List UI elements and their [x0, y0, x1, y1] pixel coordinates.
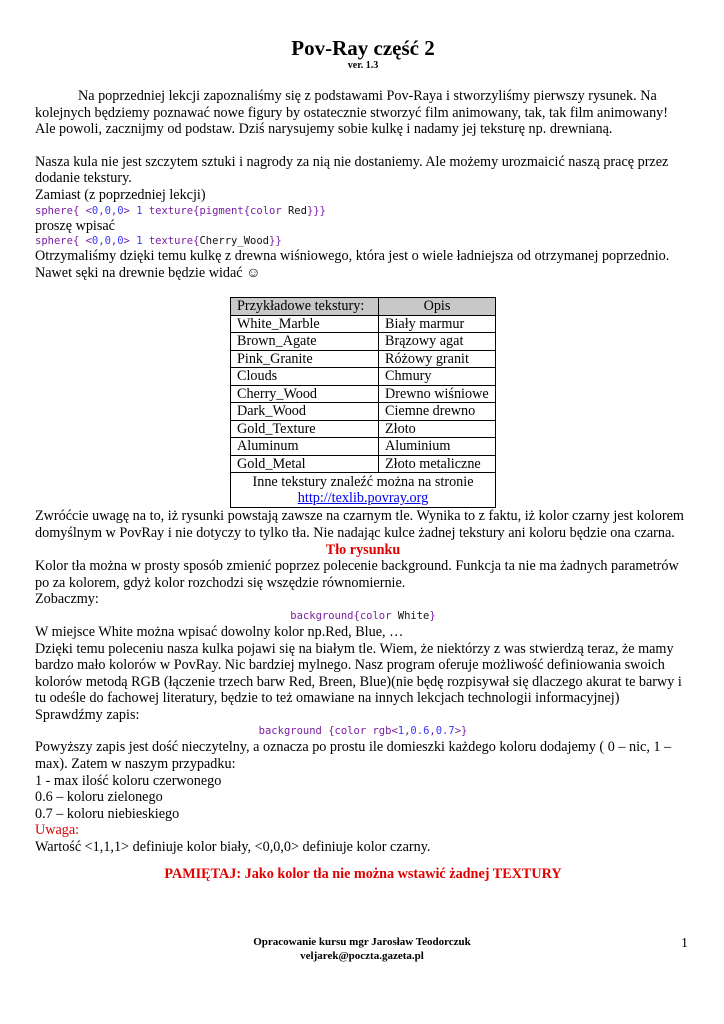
page-number: 1 — [681, 936, 688, 951]
table-row — [231, 315, 496, 333]
note-label: Uwaga: — [35, 822, 80, 839]
table-cell: Biały marmur — [379, 315, 496, 333]
code-background-rgb: background {color rgb<1,0.6,0.7>} — [258, 725, 468, 738]
see-label: Zobaczmy: — [35, 591, 99, 608]
table-row — [231, 385, 496, 403]
table-cell: Gold_Metal — [231, 455, 379, 473]
paragraph-white: W miejsce White można wpisać dowolny kolor np.Red, Blue, … — [35, 623, 404, 640]
version-label: ver. 1.3 — [347, 60, 379, 71]
code-background-white: background{color White} — [290, 609, 436, 622]
paragraph-rgb: Dzięki temu poleceniu nasza kulka pojawi się na białym tle. Wiem, że niektórzy z was stwierdzą teraz, że mamy bardzo mało kolorów w PovRay. Nic bardziej mylnego. Nasz program oferuje możliwość definiowania swoich kolorów metodą RGB (łączenie trzech barw Red, Breen, Blue)(nie będę rozpisywał się dlaczego akurat te barwy i tu odeśle do fachowej literatury, będzie to też omawiane na innych lekcjach technologii informacyjnej) — [35, 640, 682, 707]
paragraph-result: Otrzymaliśmy dzięki temu kulkę z drewna wiśniowego, która jest o wiele ładniejsza od otrzymanej poprzednio. Nawet sęki na drewnie będzie widać ☺ — [35, 248, 670, 281]
table-row — [231, 455, 496, 473]
check-label: Sprawdźmy zapis: — [35, 706, 140, 723]
texlib-link[interactable]: http://texlib.povray.org — [297, 490, 429, 507]
table-row — [231, 438, 496, 456]
list-item: 0.6 – koloru zielonego — [35, 789, 163, 806]
warning-text: PAMIĘTAJ: Jako kolor tła nie można wstawić żadnej TEXTURY — [164, 865, 562, 882]
table-cell: Clouds — [231, 368, 379, 386]
table-cell: Brown_Agate — [231, 333, 379, 351]
section-heading: Tło rysunku — [325, 541, 401, 558]
table-footer-row — [231, 473, 496, 508]
table-cell: Aluminum — [231, 438, 379, 456]
table-row — [231, 420, 496, 438]
code-sphere-cherry: sphere{ <0,0,0> 1 texture{Cherry_Wood}} — [35, 235, 282, 248]
instead-label: Zamiast (z poprzedniej lekcji) — [35, 186, 206, 203]
table-cell: Złoto — [379, 420, 496, 438]
table-cell: Pink_Granite — [231, 350, 379, 368]
document-page — [35, 0, 691, 882]
table-footer-text: Inne tekstury znaleźć można na stronie — [252, 473, 474, 490]
table-cell: Chmury — [379, 368, 496, 386]
paragraph-background: Kolor tła można w prosty sposób zmienić poprzez polecenie background. Funkcja ta nie ma żadnych parametrów po za kolorem, gdyż kolor rozchodzi się wszędzie równomiernie. — [35, 558, 679, 591]
table-cell: Złoto metaliczne — [379, 455, 496, 473]
footer — [0, 935, 724, 963]
paragraph-texture: Nasza kula nie jest szczytem sztuki i nagrody za nią nie dostaniemy. Ale możemy urozmaicić naszą pracę przez dodanie tekstury. — [35, 153, 669, 187]
table-row — [231, 350, 496, 368]
table-header-description: Opis — [379, 298, 496, 316]
page-title: Pov-Ray część 2 — [291, 36, 435, 60]
table-cell: Dark_Wood — [231, 403, 379, 421]
please-label: proszę wpisać — [35, 217, 115, 234]
table-cell: Aluminium — [379, 438, 496, 456]
table-cell: Brązowy agat — [379, 333, 496, 351]
table-row — [231, 333, 496, 351]
table-cell: Ciemne drewno — [379, 403, 496, 421]
list-item: 0.7 – koloru niebieskiego — [35, 805, 180, 822]
texture-table — [230, 297, 496, 508]
table-cell: Gold_Texture — [231, 420, 379, 438]
intro-paragraph: Na poprzedniej lekcji zapoznaliśmy się z podstawami Pov-Raya i stworzyliśmy pierwszy rysunek. Na kolejnych będziemy poznawać nowe figury by ostatecznie stworzyć film animowany, tak, tak film animowany! Ale powoli, zacznijmy od podstaw. Dziś narysujemy sobie kulkę i nadamy jej teksturę np. drewnianą. — [35, 88, 668, 138]
footer-email: veljarek@poczta.gazeta.pl — [300, 950, 424, 962]
table-cell: Cherry_Wood — [231, 385, 379, 403]
table-cell: Drewno wiśniowe — [379, 385, 496, 403]
table-header-row — [231, 298, 496, 316]
table-cell: Różowy granit — [379, 350, 496, 368]
footer-author: Opracowanie kursu mgr Jarosław Teodorczuk — [253, 936, 471, 948]
note-text: Wartość <1,1,1> definiuje kolor biały, <0,0,0> definiuje kolor czarny. — [35, 839, 431, 856]
table-header-textures: Przykładowe tekstury: — [231, 298, 379, 316]
table-footer — [231, 473, 496, 508]
table-row — [231, 368, 496, 386]
paragraph-explanation: Powyższy zapis jest dość nieczytelny, a oznacza po prostu ile domieszki każdego koloru dodajemy ( 0 – nic, 1 – max). Zatem w naszym przypadku: — [35, 739, 672, 773]
table-row — [231, 403, 496, 421]
paragraph-black-background: Zwróćcie uwagę na to, iż rysunki powstają zawsze na czarnym tle. Wynika to z faktu, iż kolor czarny jest kolorem domyślnym w PovRay i nie dotyczy to tylko tła. Nie nadając kulce żadnej tekstury ani koloru będzie ona czarna. — [35, 508, 684, 541]
table-cell: White_Marble — [231, 315, 379, 333]
list-item: 1 - max ilość koloru czerwonego — [35, 772, 222, 789]
code-sphere-red: sphere{ <0,0,0> 1 texture{pigment{color Red}}} — [35, 204, 326, 217]
